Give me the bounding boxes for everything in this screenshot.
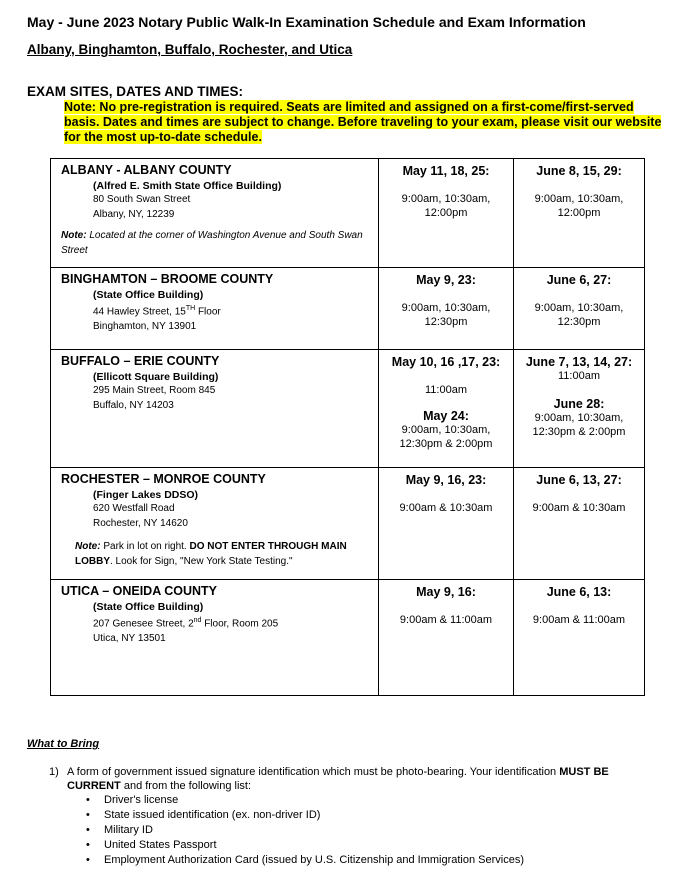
june-times: 11:00am (558, 370, 600, 382)
june-times: 9:00am, 10:30am, 12:30pm (534, 302, 624, 328)
exam-sites-heading: EXAM SITES, DATES AND TIMES: (27, 84, 244, 99)
exam-schedule-table (50, 158, 645, 696)
may-dates: May 10, 16 ,17, 23: (391, 355, 501, 369)
site-note-text: Located at the corner of Washington Avenue and South Swan Street (61, 230, 363, 256)
table-row (51, 159, 645, 268)
june-cell-buffalo (514, 350, 645, 468)
may-times: 9:00am & 10:30am (399, 502, 493, 514)
site-name: BINGHAMTON – BROOME COUNTY (61, 272, 274, 286)
site-address (93, 383, 378, 413)
may-cell-albany (379, 159, 514, 268)
june-dates: June 7, 13, 14, 27: (525, 355, 633, 369)
bullet-icon: • (86, 809, 90, 821)
site-note (75, 539, 378, 569)
may-times: 9:00am, 10:30am, 12:30pm (401, 302, 491, 328)
bullet-icon: • (86, 824, 90, 836)
list-item: • State issued identification (ex. non-driver ID) (86, 809, 321, 821)
page-title: May - June 2023 Notary Public Walk-In Examination Schedule and Exam Information (27, 14, 586, 30)
site-building: (State Office Building) (93, 289, 204, 301)
site-name: BUFFALO – ERIE COUNTY (61, 354, 220, 368)
table-row (51, 350, 645, 468)
june-dates: June 6, 13, 27: (536, 473, 622, 487)
list-item: • Military ID (86, 824, 153, 836)
what-to-bring-heading: What to Bring (27, 738, 100, 750)
table-row (51, 468, 645, 580)
address-line: Buffalo, NY 14203 (93, 400, 174, 411)
may-times: 11:00am (425, 384, 467, 396)
address-line: 207 Genesee Street, 2nd Floor, Room 205 (93, 617, 279, 630)
address-line: 295 Main Street, Room 845 (93, 385, 216, 396)
pre-registration-note (64, 100, 664, 145)
site-address (93, 192, 378, 222)
site-address (93, 613, 378, 646)
address-line: Rochester, NY 14620 (93, 518, 188, 529)
site-cell-albany (51, 159, 379, 268)
june-cell-binghamton (514, 268, 645, 350)
site-cell-utica (51, 580, 379, 696)
may-dates: May 11, 18, 25: (402, 164, 490, 178)
may-cell-rochester (379, 468, 514, 580)
note-text: No pre-registration is required. Seats are limited and assigned on a first-come/first-served basis. Dates and times are subject to change. Before traveling to your exam, please visit our website for the most up-to-date schedule. (64, 100, 662, 144)
june-dates-2: June 28: (553, 397, 605, 411)
site-cell-binghamton (51, 268, 379, 350)
may-cell-binghamton (379, 268, 514, 350)
page-subtitle: Albany, Binghamton, Buffalo, Rochester, and Utica (27, 42, 353, 57)
june-times: 9:00am & 10:30am (532, 502, 626, 514)
site-building: (State Office Building) (93, 601, 204, 613)
list-item: • Driver's license (86, 794, 179, 806)
site-note-text: Park in lot on right. (100, 541, 190, 552)
site-note-warning: DO NOT ENTER THROUGH MAIN LOBBY (75, 541, 347, 567)
address-line: 80 South Swan Street (93, 194, 191, 205)
site-name: ROCHESTER – MONROE COUNTY (61, 472, 266, 486)
may-dates: May 9, 16, 23: (405, 473, 487, 487)
may-dates: May 9, 16: (416, 585, 476, 599)
site-note (61, 228, 378, 258)
june-dates: June 6, 27: (546, 273, 612, 287)
site-note-label: Note: (61, 230, 87, 241)
may-dates: May 9, 23: (416, 273, 476, 287)
june-times: 9:00am & 11:00am (532, 614, 626, 626)
june-cell-albany (514, 159, 645, 268)
address-line: Utica, NY 13501 (93, 633, 166, 645)
june-cell-utica (514, 580, 645, 696)
note-label: Note: (64, 100, 96, 114)
list-item: • Employment Authorization Card (issued by U.S. Citizenship and Immigration Services) (86, 854, 525, 866)
item-text: A form of government issued signature identification which must be photo-bearing. Your identification MUST BE CURRENT and from the following list: (67, 766, 609, 792)
site-cell-rochester (51, 468, 379, 580)
site-note-text: . Look for Sign, "New York State Testing." (110, 556, 293, 567)
site-building: (Finger Lakes DDSO) (93, 489, 199, 501)
id-list (86, 793, 524, 868)
address-line: Binghamton, NY 13901 (93, 321, 197, 333)
site-address (93, 501, 378, 531)
site-name: UTICA – ONEIDA COUNTY (61, 584, 218, 598)
june-dates: June 6, 13: (546, 585, 612, 599)
list-item: • United States Passport (86, 839, 217, 851)
site-name: ALBANY - ALBANY COUNTY (61, 163, 232, 177)
june-times-2: 9:00am, 10:30am, 12:30pm & 2:00pm (532, 412, 626, 438)
table-row (51, 580, 645, 696)
june-cell-rochester (514, 468, 645, 580)
table-row (51, 268, 645, 350)
address-line: Albany, NY, 12239 (93, 209, 175, 220)
site-address (93, 301, 378, 334)
list-item (49, 765, 649, 793)
item-number: 1) (49, 766, 59, 778)
address-line: 620 Westfall Road (93, 503, 175, 514)
june-times: 9:00am, 10:30am, 12:00pm (534, 193, 624, 219)
may-times: 9:00am & 11:00am (399, 614, 493, 626)
may-cell-utica (379, 580, 514, 696)
bullet-icon: • (86, 839, 90, 851)
site-note-label: Note: (75, 541, 101, 552)
may-dates-2: May 24: (423, 409, 469, 423)
may-times-2: 9:00am, 10:30am, 12:30pm & 2:00pm (399, 424, 493, 450)
site-building: (Alfred E. Smith State Office Building) (93, 180, 282, 192)
bullet-icon: • (86, 794, 90, 806)
june-dates: June 8, 15, 29: (536, 164, 622, 178)
address-line: 44 Hawley Street, 15TH Floor (93, 305, 221, 318)
may-cell-buffalo (379, 350, 514, 468)
site-cell-buffalo (51, 350, 379, 468)
site-building: (Ellicott Square Building) (93, 371, 219, 383)
may-times: 9:00am, 10:30am, 12:00pm (401, 193, 491, 219)
bullet-icon: • (86, 854, 90, 866)
